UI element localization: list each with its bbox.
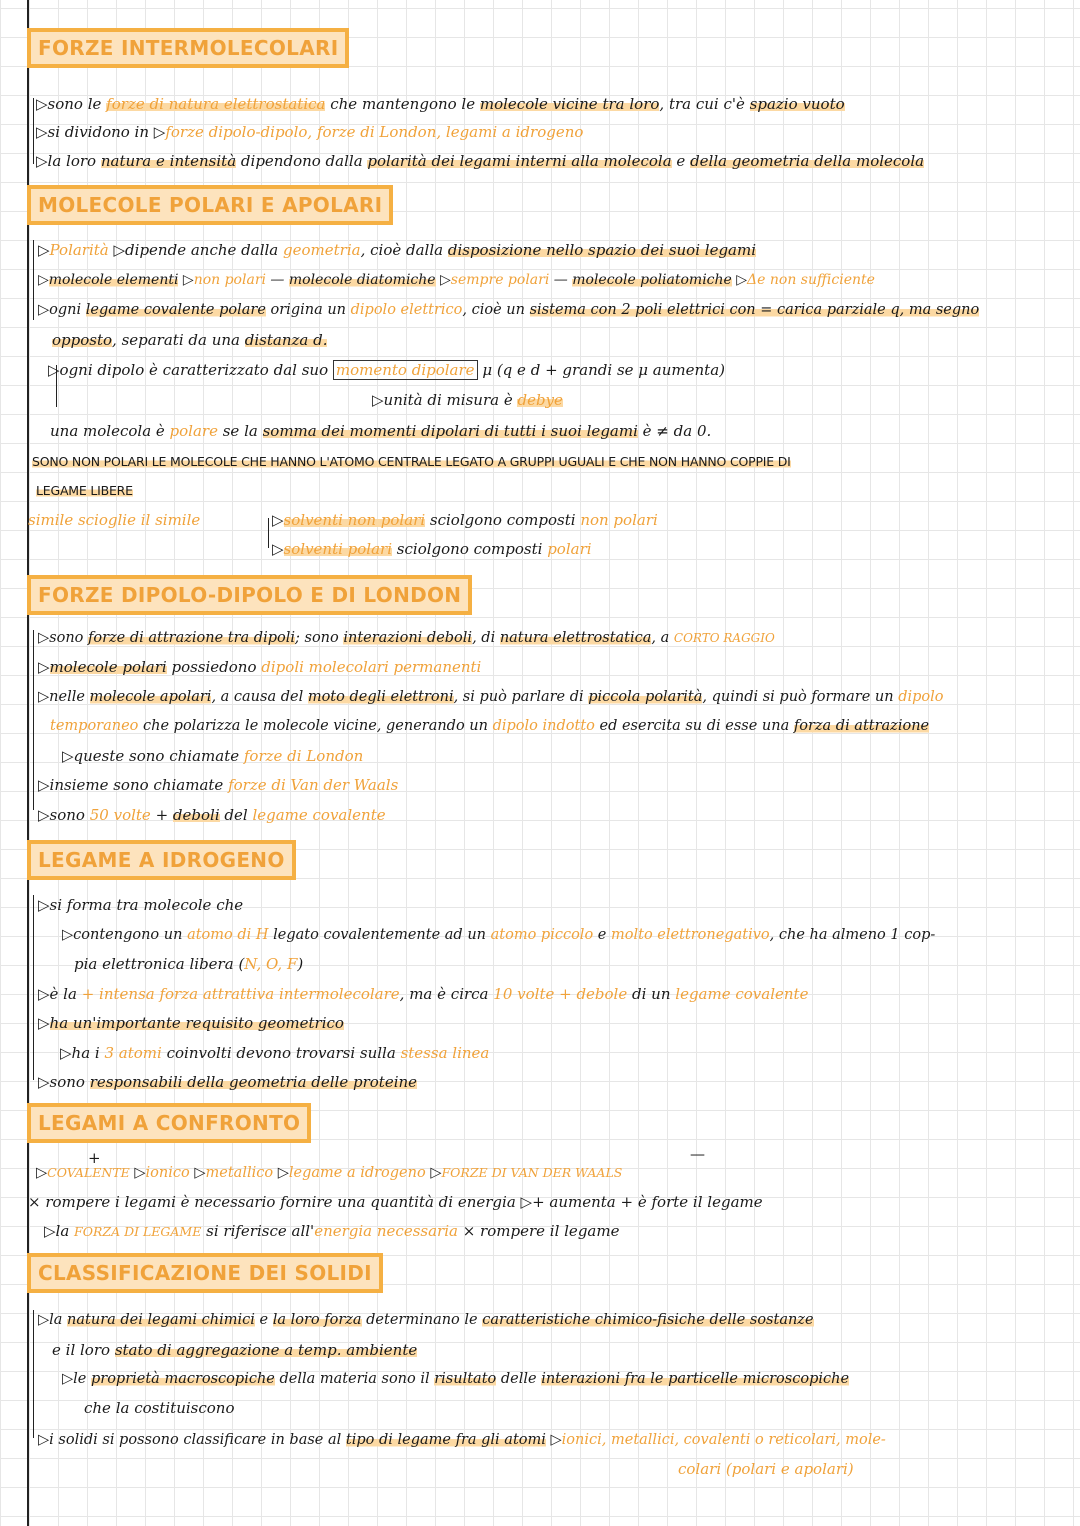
section-title-legami-confronto: LEGAMI A CONFRONTO: [27, 1103, 311, 1143]
s3-line-4: temporaneo che polarizza le molecole vicine, generando un dipolo indotto ed esercita su di esse una forza di attrazione: [50, 718, 930, 734]
s2-line-11: ▷solventi polari sciolgono composti polari: [272, 540, 592, 558]
tree-branch: [33, 240, 34, 320]
section-title-legame-idrogeno: LEGAME A IDROGENO: [27, 840, 296, 880]
s5-plus-mark: +: [88, 1149, 101, 1167]
s3-line-2: ▷molecole polari possiedono dipoli molecolari permanenti: [38, 658, 482, 676]
s2-line-5: ▷ogni dipolo è caratterizzato dal suo momento dipolare μ (q e d + grandi se μ aumenta): [48, 361, 725, 379]
tree-branch: [33, 98, 34, 164]
s5-line-2: × rompere i legami è necessario fornire una quantità di energia ▷+ aumenta + è forte il legame: [28, 1193, 763, 1211]
s4-line-6: ▷ha i 3 atomi coinvolti devono trovarsi sulla stessa linea: [60, 1044, 490, 1062]
section-title-forze-intermolecolari: FORZE INTERMOLECOLARI: [27, 28, 349, 68]
s3-line-3: ▷nelle molecole apolari, a causa del moto degli elettroni, si può parlare di piccola polarità, quindi si può formare un dipolo: [38, 689, 944, 705]
tree-branch: [268, 518, 269, 548]
notebook-margin-line: [27, 0, 29, 1526]
s3-line-6: ▷insieme sono chiamate forze di Van der Waals: [38, 776, 399, 794]
s2-line-10: ▷solventi non polari sciolgono composti non polari: [272, 511, 658, 529]
s3-line-5: ▷queste sono chiamate forze di London: [62, 747, 364, 765]
s4-line-2: ▷contengono un atomo di H legato covalentemente ad un atomo piccolo e molto elettronegativo, che ha almeno 1 cop-: [62, 927, 936, 943]
s2-line-9: LEGAME LIBERE: [36, 483, 133, 498]
s5-minus-mark: —: [690, 1145, 705, 1163]
s6-line-2: e il loro stato di aggregazione a temp. ambiente: [52, 1341, 418, 1359]
s6-line-4: che la costituiscono: [84, 1399, 235, 1417]
s5-line-1: ▷COVALENTE ▷ionico ▷metallico ▷legame a idrogeno ▷FORZE DI VAN DER WAALS: [36, 1165, 623, 1181]
s6-line-5: ▷i solidi si possono classificare in base al tipo di legame fra gli atomi ▷ionici, metallici, covalenti o reticolari, mole-: [38, 1432, 886, 1448]
tree-branch: [33, 895, 34, 1080]
s2-line-2: ▷molecole elementi ▷non polari — molecole diatomiche ▷sempre polari — molecole poliatomiche ▷Δe non sufficiente: [38, 272, 875, 288]
s4-line-1: ▷si forma tra molecole che: [38, 896, 244, 914]
s2-simile-scioglie: simile scioglie il simile: [28, 511, 201, 529]
s4-line-7: ▷sono responsabili della geometria delle proteine: [38, 1073, 418, 1091]
s2-line-1: ▷Polarità ▷dipende anche dalla geometria, cioè dalla disposizione nello spazio dei suoi legami: [38, 241, 757, 259]
s1-line-3: ▷la loro natura e intensità dipendono dalla polarità dei legami interni alla molecola e della geometria della molecola: [36, 152, 925, 170]
section-title-forze-dipolo-london: FORZE DIPOLO-DIPOLO E DI LONDON: [27, 575, 472, 615]
s3-line-7: ▷sono 50 volte + deboli del legame covalente: [38, 806, 386, 824]
s5-line-3: ▷la FORZA DI LEGAME si riferisce all'energia necessaria × rompere il legame: [44, 1222, 620, 1240]
s6-line-1: ▷la natura dei legami chimici e la loro forza determinano le caratteristiche chimico-fisiche delle sostanze: [38, 1312, 814, 1328]
s3-line-1: ▷sono forze di attrazione tra dipoli; sono interazioni deboli, di natura elettrostatica, a CORTO RAGGIO: [38, 630, 775, 646]
section-title-classificazione-solidi: CLASSIFICAZIONE DEI SOLIDI: [27, 1253, 383, 1293]
s1-line-2: ▷si dividono in ▷forze dipolo-dipolo, forze di London, legami a idrogeno: [36, 123, 584, 141]
s2-line-3: ▷ogni legame covalente polare origina un dipolo elettrico, cioè un sistema con 2 poli elettrici con = carica parziale q, ma segno: [38, 302, 980, 318]
s4-line-4: ▷è la + intensa forza attrattiva intermolecolare, ma è circa 10 volte + debole di un legame covalente: [38, 985, 809, 1003]
s4-line-5: ▷ha un'importante requisito geometrico: [38, 1014, 344, 1032]
s2-line-6: ▷unità di misura è debye: [372, 391, 563, 409]
tree-branch: [33, 630, 34, 810]
momento-dipolare-box: momento dipolare: [333, 360, 478, 380]
s4-line-3: pia elettronica libera (N, O, F): [74, 955, 304, 973]
s2-line-7: una molecola è polare se la somma dei momenti dipolari di tutti i suoi legami è ≠ da 0.: [50, 422, 712, 440]
section-title-molecole-polari-apolari: MOLECOLE POLARI E APOLARI: [27, 185, 393, 225]
s2-line-8: SONO NON POLARI LE MOLECOLE CHE HANNO L'ATOMO CENTRALE LEGATO A GRUPPI UGUALI E CHE NON HANNO COPPIE DI: [32, 454, 791, 469]
s6-line-6: colari (polari e apolari): [678, 1460, 854, 1478]
s6-line-3: ▷le proprietà macroscopiche della materia sono il risultato delle interazioni fra le particelle microscopiche: [62, 1371, 850, 1387]
s2-line-4: opposto, separati da una distanza d.: [52, 331, 328, 349]
tree-branch: [33, 1310, 34, 1438]
s1-line-1: ▷sono le forze di natura elettrostatica che mantengono le molecole vicine tra loro, tra cui c'è spazio vuoto: [36, 95, 845, 113]
